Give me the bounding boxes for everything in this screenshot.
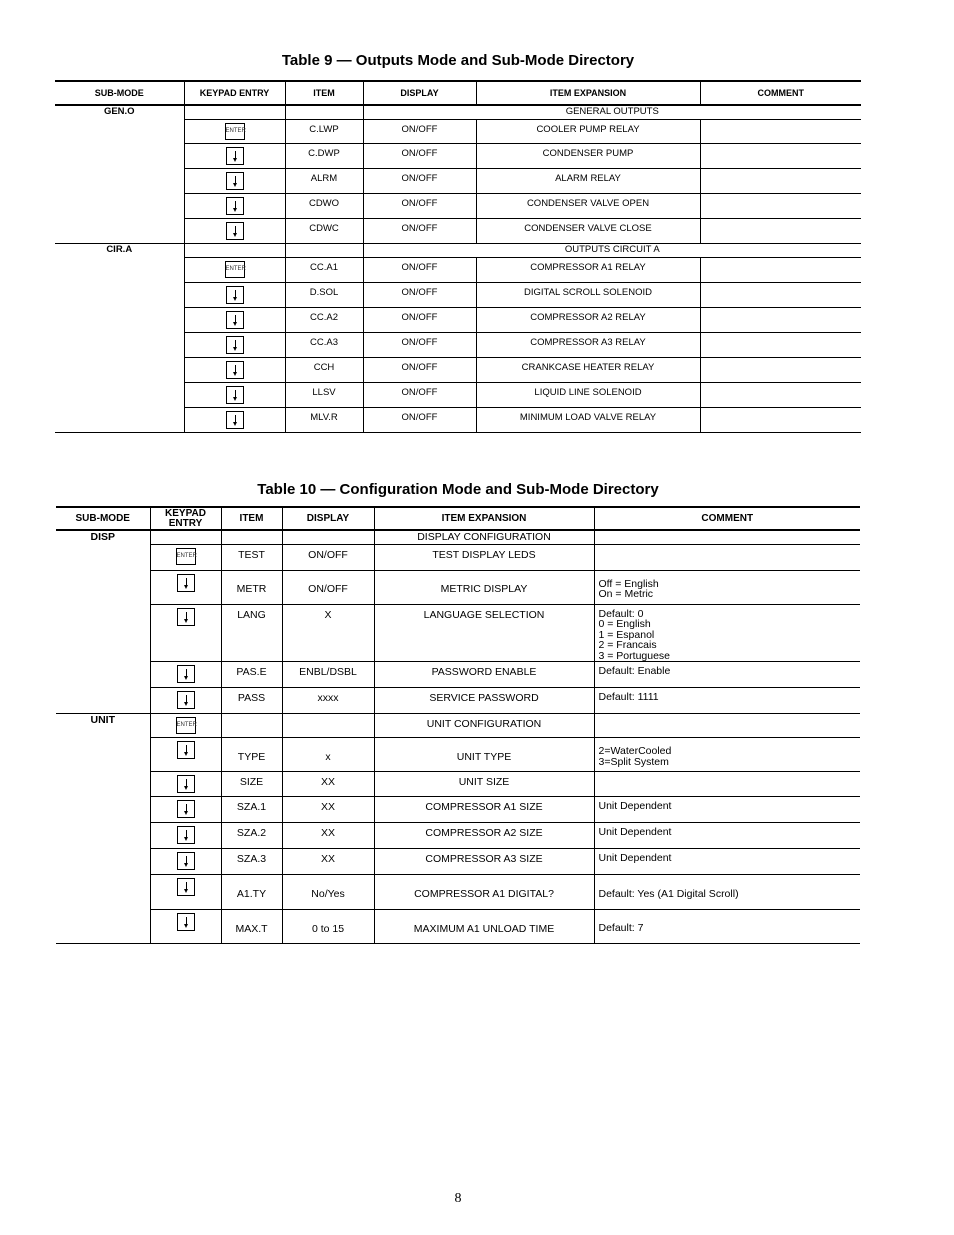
header-sub-mode: SUB-MODE <box>55 81 184 105</box>
display-cell: ON/OFF <box>363 357 476 382</box>
item-cell <box>221 530 282 544</box>
item-cell: LANG <box>221 604 282 662</box>
down-arrow-key[interactable] <box>226 386 244 404</box>
display-cell: ENBL/DSBL <box>282 662 374 688</box>
expansion-cell: ALARM RELAY <box>476 168 700 193</box>
keypad-cell <box>184 332 285 357</box>
display-cell: ON/OFF <box>363 119 476 143</box>
keypad-cell <box>184 382 285 407</box>
comment-cell: Off = English On = Metric <box>594 570 860 604</box>
expansion-cell: MAXIMUM A1 UNLOAD TIME <box>374 910 594 944</box>
table-row <box>56 823 860 849</box>
comment-cell: Unit Dependent <box>594 823 860 849</box>
display-cell: XX <box>282 823 374 849</box>
sub-mode-cell: UNIT <box>56 714 150 944</box>
down-arrow-key[interactable] <box>226 311 244 329</box>
down-arrow-key[interactable] <box>177 800 195 818</box>
display-cell: ON/OFF <box>363 218 476 243</box>
display-cell: ON/OFF <box>363 307 476 332</box>
table10 <box>56 506 860 944</box>
down-arrow-key[interactable] <box>177 913 195 931</box>
item-cell: CDWC <box>285 218 363 243</box>
down-arrow-key[interactable] <box>177 852 195 870</box>
table9 <box>55 80 861 433</box>
header-item: ITEM <box>285 81 363 105</box>
display-cell <box>282 530 374 544</box>
group-label: OUTPUTS CIRCUIT A <box>363 243 861 257</box>
item-cell: LLSV <box>285 382 363 407</box>
table-row <box>56 544 860 570</box>
keypad-cell <box>150 714 221 738</box>
expansion-cell: COMPRESSOR A2 SIZE <box>374 823 594 849</box>
item-cell: SZA.2 <box>221 823 282 849</box>
comment-cell: Default: 0 0 = English 1 = Espanol 2 = Francais 3 = Portuguese <box>594 604 860 662</box>
display-cell: xxxx <box>282 688 374 714</box>
expansion-cell: CONDENSER VALVE OPEN <box>476 193 700 218</box>
keypad-cell <box>150 662 221 688</box>
display-cell: ON/OFF <box>363 193 476 218</box>
group-row <box>56 530 860 544</box>
display-cell: X <box>282 604 374 662</box>
group-row <box>55 243 861 257</box>
comment-cell <box>700 332 861 357</box>
expansion-cell: TEST DISPLAY LEDS <box>374 544 594 570</box>
keypad-cell <box>184 357 285 382</box>
table-row <box>56 875 860 910</box>
down-arrow-key[interactable] <box>177 878 195 896</box>
comment-cell <box>700 307 861 332</box>
item-cell: A1.TY <box>221 875 282 910</box>
keypad-cell <box>184 119 285 143</box>
sub-mode-cell: DISP <box>56 530 150 714</box>
item-cell: MAX.T <box>221 910 282 944</box>
expansion-cell: SERVICE PASSWORD <box>374 688 594 714</box>
header-comment: COMMENT <box>594 507 860 530</box>
expansion-cell: CONDENSER PUMP <box>476 143 700 168</box>
keypad-cell <box>184 407 285 432</box>
down-arrow-key[interactable] <box>226 361 244 379</box>
comment-cell: Default: Enable <box>594 662 860 688</box>
header-item-expansion: ITEM EXPANSION <box>476 81 700 105</box>
keypad-cell <box>150 910 221 944</box>
item-cell: C.LWP <box>285 119 363 143</box>
table-row <box>56 688 860 714</box>
display-cell: XX <box>282 797 374 823</box>
down-arrow-key[interactable] <box>226 286 244 304</box>
item-cell: PASS <box>221 688 282 714</box>
comment-cell <box>700 143 861 168</box>
item-cell: PAS.E <box>221 662 282 688</box>
expansion-cell: DIGITAL SCROLL SOLENOID <box>476 282 700 307</box>
comment-cell <box>700 282 861 307</box>
comment-cell: 2=WaterCooled 3=Split System <box>594 738 860 772</box>
item-cell: CC.A3 <box>285 332 363 357</box>
header-comment: COMMENT <box>700 81 861 105</box>
enter-key[interactable]: ENTER <box>225 261 245 278</box>
keypad-cell <box>184 282 285 307</box>
comment-cell <box>700 119 861 143</box>
header-display: DISPLAY <box>282 507 374 530</box>
expansion-cell: COMPRESSOR A1 SIZE <box>374 797 594 823</box>
display-cell: ON/OFF <box>363 168 476 193</box>
expansion-cell: UNIT TYPE <box>374 738 594 772</box>
header-item-expansion: ITEM EXPANSION <box>374 507 594 530</box>
group-row <box>56 714 860 738</box>
keypad-cell <box>150 875 221 910</box>
down-arrow-key[interactable] <box>226 147 244 165</box>
group-label: UNIT CONFIGURATION <box>374 714 594 738</box>
keypad-cell <box>150 570 221 604</box>
header-keypad-entry: KEYPAD ENTRY <box>150 507 221 530</box>
keypad-cell <box>184 243 285 257</box>
expansion-cell: COOLER PUMP RELAY <box>476 119 700 143</box>
item-cell: C.DWP <box>285 143 363 168</box>
comment-cell <box>700 382 861 407</box>
comment-cell <box>700 257 861 282</box>
sub-mode-cell: GEN.O <box>55 105 184 243</box>
table-row <box>56 662 860 688</box>
down-arrow-key[interactable] <box>226 172 244 190</box>
table-row <box>56 604 860 662</box>
item-cell: CC.A2 <box>285 307 363 332</box>
down-arrow-key[interactable] <box>177 775 195 793</box>
comment-cell <box>700 218 861 243</box>
keypad-cell <box>150 849 221 875</box>
comment-cell <box>700 407 861 432</box>
item-cell: ALRM <box>285 168 363 193</box>
comment-cell <box>700 357 861 382</box>
item-cell: MLV.R <box>285 407 363 432</box>
down-arrow-key[interactable] <box>226 222 244 240</box>
item-cell: SIZE <box>221 772 282 797</box>
down-arrow-key[interactable] <box>177 665 195 683</box>
down-arrow-key[interactable] <box>226 336 244 354</box>
keypad-cell <box>184 307 285 332</box>
expansion-cell: COMPRESSOR A1 DIGITAL? <box>374 875 594 910</box>
table-row <box>56 570 860 604</box>
down-arrow-key[interactable] <box>177 741 195 759</box>
table9-title: Table 9 — Outputs Mode and Sub-Mode Directory <box>281 52 635 69</box>
down-arrow-key[interactable] <box>177 826 195 844</box>
item-cell: D.SOL <box>285 282 363 307</box>
expansion-cell: CRANKCASE HEATER RELAY <box>476 357 700 382</box>
item-cell: TEST <box>221 544 282 570</box>
sub-mode-cell: CIR.A <box>55 243 184 432</box>
header-item: ITEM <box>221 507 282 530</box>
keypad-cell <box>150 738 221 772</box>
display-cell: x <box>282 738 374 772</box>
item-cell <box>285 105 363 119</box>
comment-cell: Default: 1111 <box>594 688 860 714</box>
expansion-cell: MINIMUM LOAD VALVE RELAY <box>476 407 700 432</box>
keypad-cell <box>184 218 285 243</box>
item-cell <box>285 243 363 257</box>
group-label: GENERAL OUTPUTS <box>363 105 861 119</box>
comment-cell: Unit Dependent <box>594 849 860 875</box>
expansion-cell: PASSWORD ENABLE <box>374 662 594 688</box>
item-cell: METR <box>221 570 282 604</box>
keypad-cell <box>184 168 285 193</box>
down-arrow-key[interactable] <box>177 574 195 592</box>
header-keypad-entry: KEYPAD ENTRY <box>184 81 285 105</box>
comment-cell: Default: 7 <box>594 910 860 944</box>
display-cell: No/Yes <box>282 875 374 910</box>
item-cell: CDWO <box>285 193 363 218</box>
comment-cell <box>594 772 860 797</box>
display-cell: ON/OFF <box>282 544 374 570</box>
display-cell: ON/OFF <box>282 570 374 604</box>
comment-cell <box>594 544 860 570</box>
expansion-cell: LANGUAGE SELECTION <box>374 604 594 662</box>
keypad-cell <box>150 530 221 544</box>
table-row <box>56 772 860 797</box>
page-number: 8 <box>454 1191 462 1206</box>
table-row <box>56 849 860 875</box>
keypad-cell <box>184 257 285 282</box>
item-cell: CCH <box>285 357 363 382</box>
keypad-cell <box>184 193 285 218</box>
keypad-cell <box>184 143 285 168</box>
keypad-cell <box>150 544 221 570</box>
keypad-cell <box>150 604 221 662</box>
expansion-cell: COMPRESSOR A2 RELAY <box>476 307 700 332</box>
item-cell: SZA.3 <box>221 849 282 875</box>
group-label: DISPLAY CONFIGURATION <box>374 530 594 544</box>
down-arrow-key[interactable] <box>226 197 244 215</box>
display-cell: ON/OFF <box>363 257 476 282</box>
group-row <box>55 105 861 119</box>
keypad-cell <box>150 688 221 714</box>
table-row <box>56 738 860 772</box>
expansion-cell: COMPRESSOR A3 SIZE <box>374 849 594 875</box>
keypad-cell <box>184 105 285 119</box>
display-cell: ON/OFF <box>363 382 476 407</box>
item-cell <box>221 714 282 738</box>
table-row <box>56 910 860 944</box>
comment-cell: Unit Dependent <box>594 797 860 823</box>
table-row <box>56 797 860 823</box>
comment-cell <box>700 193 861 218</box>
header-sub-mode: SUB-MODE <box>56 507 150 530</box>
enter-key[interactable]: ENTER <box>225 123 245 140</box>
keypad-cell <box>150 797 221 823</box>
item-cell: SZA.1 <box>221 797 282 823</box>
display-cell: ON/OFF <box>363 282 476 307</box>
comment-cell: Default: Yes (A1 Digital Scroll) <box>594 875 860 910</box>
down-arrow-key[interactable] <box>226 411 244 429</box>
down-arrow-key[interactable] <box>177 608 195 626</box>
enter-key[interactable]: ENTER <box>176 717 196 734</box>
comment-cell <box>700 168 861 193</box>
display-cell: ON/OFF <box>363 332 476 357</box>
expansion-cell: COMPRESSOR A3 RELAY <box>476 332 700 357</box>
header-display: DISPLAY <box>363 81 476 105</box>
display-cell: XX <box>282 772 374 797</box>
expansion-cell: UNIT SIZE <box>374 772 594 797</box>
keypad-cell <box>150 823 221 849</box>
display-cell: ON/OFF <box>363 143 476 168</box>
item-cell: CC.A1 <box>285 257 363 282</box>
expansion-cell: METRIC DISPLAY <box>374 570 594 604</box>
keypad-cell <box>150 772 221 797</box>
expansion-cell: COMPRESSOR A1 RELAY <box>476 257 700 282</box>
table10-title: Table 10 — Configuration Mode and Sub-Mode Directory <box>257 481 659 498</box>
display-cell <box>282 714 374 738</box>
display-cell: ON/OFF <box>363 407 476 432</box>
item-cell: TYPE <box>221 738 282 772</box>
enter-key[interactable]: ENTER <box>176 548 196 565</box>
comment-cell <box>594 530 860 544</box>
comment-cell <box>594 714 860 738</box>
display-cell: 0 to 15 <box>282 910 374 944</box>
expansion-cell: LIQUID LINE SOLENOID <box>476 382 700 407</box>
display-cell: XX <box>282 849 374 875</box>
down-arrow-key[interactable] <box>177 691 195 709</box>
expansion-cell: CONDENSER VALVE CLOSE <box>476 218 700 243</box>
